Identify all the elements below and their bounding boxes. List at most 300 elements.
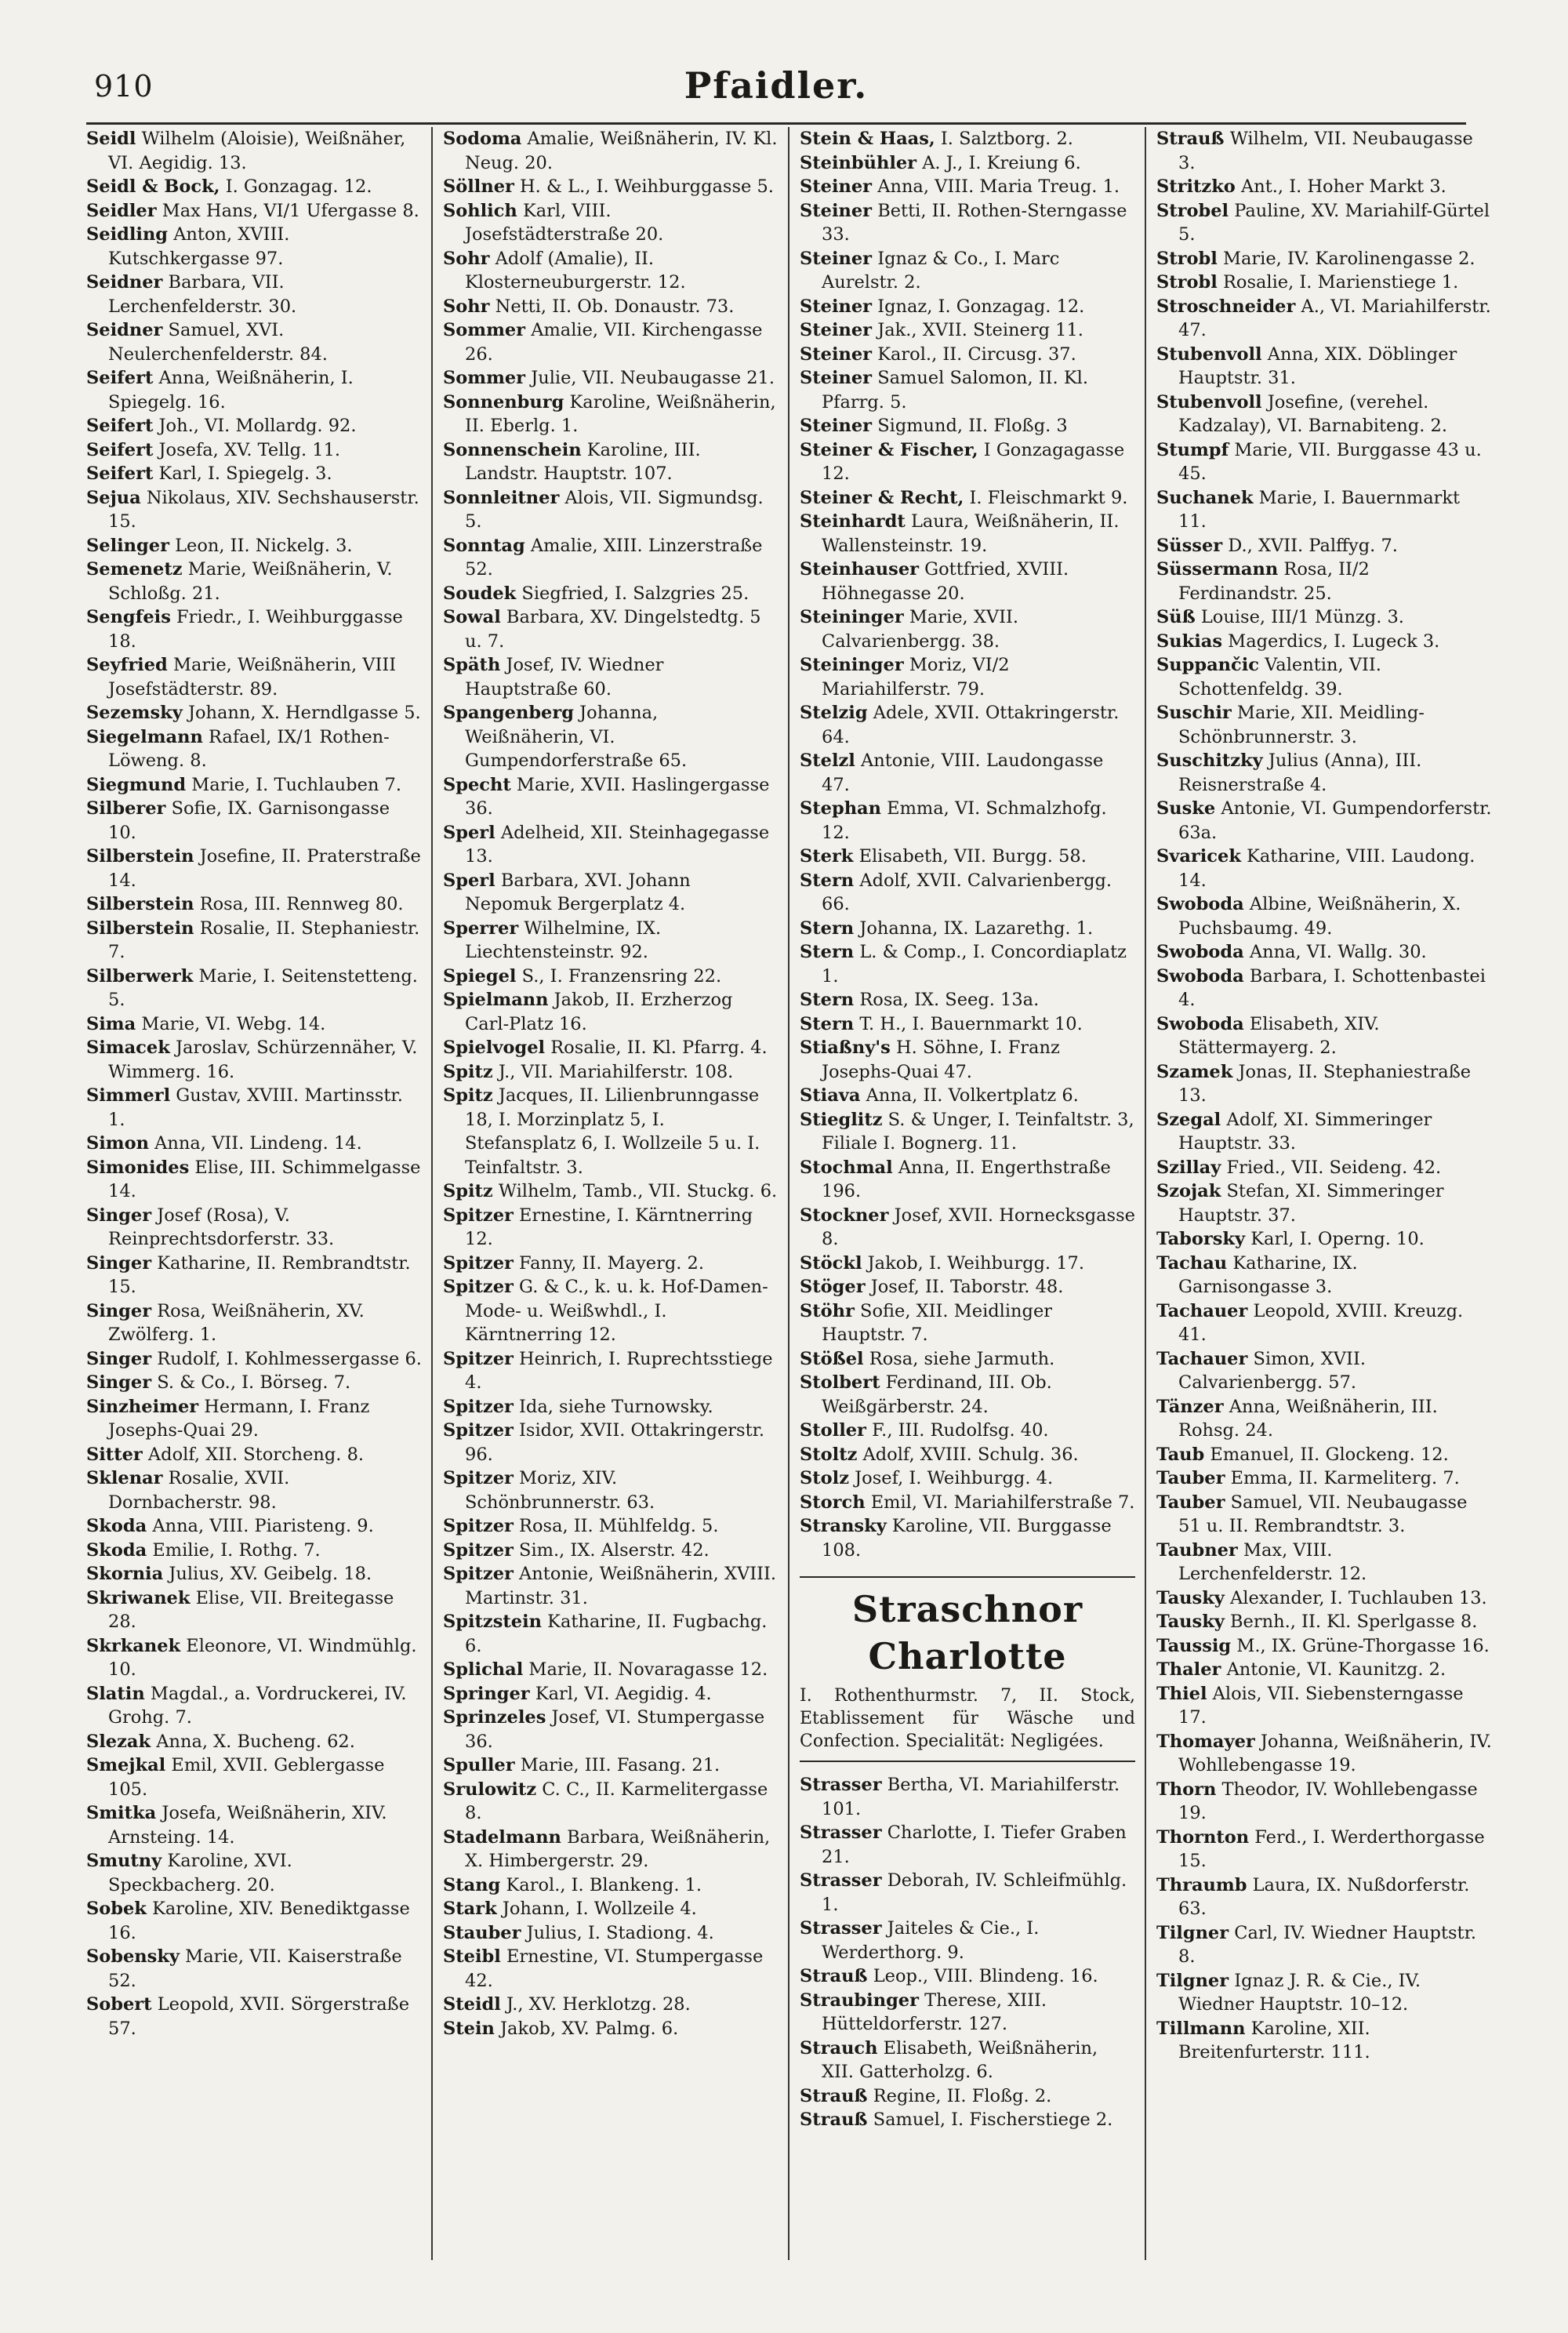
entry-details: Sim., IX. Alserstr. 42. [519,1539,710,1561]
entry-name: Skrkanek [86,1635,181,1656]
entry-details: Sofie, XII. Meidlinger Hauptstr. 7. [822,1300,1053,1345]
directory-entry [1156,1179,1492,1227]
entry-name: Steinhauser [800,559,919,580]
entry-name: Stiaßny's [800,1037,891,1058]
directory-entry [800,1917,1135,1964]
entry-name: Spitz [443,1061,493,1082]
entry-details: Leop., VIII. Blindeng. 16. [873,1966,1098,1986]
entry-details: Anna, II. Volkertplatz 6. [866,1085,1079,1106]
entry-details: Regine, II. Floßg. 2. [873,2085,1052,2106]
entry-name: Taborsky [1156,1229,1246,1249]
entry-name: Slatin [86,1683,145,1704]
entry-details: I. Gonzagag. 12. [225,176,372,197]
directory-entry [1156,701,1492,749]
entry-details: Eleonore, VI. Windmühlg. 10. [108,1635,417,1680]
entry-name: Silberwerk [86,965,194,987]
entry-name: Stoller [800,1420,866,1441]
directory-entry [800,1299,1135,1347]
entry-name: Silberstein [86,894,194,914]
directory-entry [86,558,422,605]
entry-details: Julius, I. Stadiong. 4. [526,1922,714,1943]
directory-entry [800,295,1135,319]
entry-name: Seidner [86,320,163,340]
entry-details: Josefa, Weißnäherin, XIV. Arnsteing. 14. [108,1803,387,1848]
directory-entry [800,1156,1135,1204]
directory-entry [800,869,1135,917]
directory-entry [443,1179,779,1204]
entry-name: Taubner [1156,1539,1238,1561]
entry-name: Stubenvoll [1156,391,1262,412]
entry-details: Amalie, VII. Kirchengasse 26. [465,320,763,365]
entry-details: Johann, I. Wollzeile 4. [502,1899,697,1919]
directory-entry [86,701,422,725]
entry-details: T. H., I. Bauernmarkt 10. [859,1013,1083,1034]
entry-details: Jonas, II. Stephaniestraße 13. [1178,1061,1472,1106]
entry-details: Laura, IX. Nußdorferstr. 63. [1178,1874,1470,1919]
entry-details: Moriz, XIV. Schönbrunnerstr. 63. [465,1468,655,1513]
entry-details: Ant., I. Hoher Markt 3. [1240,176,1446,197]
directory-entry [800,175,1135,199]
entry-details: C. C., II. Karmelitergasse 8. [465,1779,768,1823]
entry-name: Thomayer [1156,1731,1255,1752]
entry-details: Adelheid, XII. Steinhagegasse 13. [465,822,770,867]
entry-name: Tachauer [1156,1300,1248,1321]
entry-details: Katharine, VIII. Laudong. 14. [1178,846,1475,891]
directory-entry [1156,486,1492,534]
entry-name: Stubenvoll [1156,343,1262,365]
entry-name: Stößel [800,1348,864,1369]
directory-entry [86,318,422,366]
directory-entry [800,1514,1135,1562]
entry-details: Katharine, II. Fugbachg. 6. [465,1612,768,1656]
entry-name: Suske [1156,798,1216,819]
entry-name: Tänzer [1156,1396,1224,1417]
directory-entry [1156,653,1492,701]
directory-entry [800,343,1135,367]
entry-name: Steininger [800,607,904,627]
entry-name: Szegal [1156,1109,1221,1130]
entry-details: Karoline, XVI. Speckbacherg. 20. [108,1851,292,1895]
column-divider [1145,127,1146,2260]
directory-entry [86,1634,422,1682]
entry-name: Sommer [443,320,526,340]
directory-entry [86,1443,422,1467]
entry-name: Steiner [800,296,873,317]
entry-details: Barbara, XVI. Johann Nepomuk Bergerplatz 4. [465,870,691,914]
directory-entry [86,1730,422,1754]
directory-entry [1156,1108,1492,1156]
directory-entry [443,1778,779,1826]
directory-entry [800,486,1135,511]
entry-details: Ignaz, I. Gonzagag. 12. [877,296,1085,317]
entry-name: Steiner [800,200,873,221]
column-3 [800,127,1135,2260]
entry-details: I Gonzagagasse 12. [822,439,1125,484]
directory-entry [800,1869,1135,1917]
entry-details: Josefine, II. Praterstraße 14. [108,846,421,891]
entry-name: Stern [800,918,855,939]
entry-name: Soudek [443,583,517,604]
directory-entry [443,988,779,1036]
entry-details: Elisabeth, XIV. Stättermayerg. 2. [1178,1013,1380,1058]
entry-details: Katharine, II. Rembrandtstr. 15. [108,1252,411,1297]
entry-details: A. J., I. Kreiung 6. [922,152,1081,173]
entry-name: Strobl [1156,272,1218,293]
entry-name: Sterk [800,846,854,867]
entry-name: Semenetz [86,559,183,580]
entry-details: Laura, Weißnäherin, II. Wallensteinstr. 19. [822,511,1120,556]
entry-name: Strasser [800,1775,882,1795]
entry-details: D., XVII. Palffyg. 7. [1228,535,1398,556]
entry-name: Steibl [443,1946,501,1967]
entry-name: Strasser [800,1870,882,1891]
entry-name: Tilgner [1156,1970,1229,1991]
directory-entry [443,1658,779,1682]
directory-entry [800,845,1135,869]
directory-entry [800,653,1135,701]
entry-details: Friedr., I. Weihburggasse 18. [108,607,403,652]
directory-entry [443,1204,779,1252]
entry-name: Spitzer [443,1396,514,1417]
directory-entry [443,773,779,821]
entry-name: Stadelmann [443,1826,561,1848]
entry-details: Karol., I. Blankeng. 1. [506,1874,702,1895]
directory-entry [86,1993,422,2040]
directory-entry [443,1275,779,1347]
entry-details: Karl, I. Operng. 10. [1250,1229,1425,1249]
entry-details: Samuel, VII. Neubaugasse 51 u. II. Rembrandtstr. 3. [1178,1492,1468,1536]
entry-details: Heinrich, I. Ruprechtsstiege 4. [465,1348,773,1393]
directory-entry [86,1562,422,1586]
entry-name: Swoboda [1156,894,1244,914]
entry-name: Siegelmann [86,726,203,747]
running-head: Pfaidler. [684,64,869,107]
directory-entry [800,1821,1135,1869]
directory-entry [1156,630,1492,654]
entry-name: Stern [800,942,855,962]
entry-details: Samuel, XVI. Neulerchenfelderstr. 84. [108,320,328,365]
directory-entry [443,869,779,917]
entry-details: Jacques, II. Lilienbrunngasse 18, I. Morzinplatz 5, I. Stefansplatz 6, I. Wollzeile 5 u. I. Teinfaltstr. 3. [465,1085,760,1178]
entry-details: Deborah, IV. Schleifmühlg. 1. [822,1870,1127,1915]
entry-name: Steinbühler [800,152,917,173]
directory-entry [800,510,1135,558]
entry-details: Jaroslav, Schürzennäher, V. Wimmerg. 16. [108,1037,418,1082]
entry-details: Alois, VII. Siebensterngasse 17. [1178,1683,1464,1728]
directory-entry [86,414,422,438]
directory-entry [443,1610,779,1658]
entry-name: Tillmann [1156,2018,1246,2039]
entry-details: Betti, II. Rothen-Sterngasse 33. [822,200,1127,245]
directory-entry [1156,1969,1492,2017]
directory-entry [1156,1682,1492,1730]
entry-name: Silberstein [86,918,194,939]
entry-details: Amalie, XIII. Linzerstraße 52. [465,535,763,580]
directory-entry [800,1036,1135,1084]
entry-details: Marie, I. Bauernmarkt 11. [1178,487,1461,532]
entry-name: Steiner [800,416,873,436]
entry-details: Katharine, IX. Garnisongasse 3. [1178,1252,1358,1297]
entry-details: Anna, VI. Wallg. 30. [1249,942,1427,962]
entry-name: Spielmann [443,990,549,1010]
entry-details: Karl, VI. Aegidig. 4. [535,1683,712,1704]
directory-entry [443,1347,779,1395]
directory-entry [443,1562,779,1610]
entry-name: Stein [443,2018,495,2039]
directory-entry [86,653,422,701]
entry-name: Spitz [443,1085,493,1106]
directory-entry [86,845,422,892]
entry-details: Rosalie, XVII. Dornbacherstr. 98. [108,1468,290,1513]
directory-entry [86,1897,422,1945]
directory-entry [800,1491,1135,1515]
directory-entry [86,1801,422,1849]
entry-details: Pauline, XV. Mariahilf-Gürtel 5. [1178,200,1490,245]
entry-details: Netti, II. Ob. Donaustr. 73. [495,296,735,317]
entry-details: Anna, Weißnäherin, III. Rohsg. 24. [1178,1396,1438,1441]
directory-entry [443,175,779,199]
entry-name: Seifert [86,463,154,484]
entry-name: Suchanek [1156,487,1254,508]
directory-entry [86,1299,422,1347]
entry-name: Strobel [1156,200,1229,221]
entry-details: Ferd., I. Werderthorgasse 15. [1178,1826,1485,1871]
entry-name: Stern [800,1013,855,1034]
directory-entry [86,605,422,653]
entry-details: Anna, II. Engerthstraße 196. [822,1157,1111,1201]
entry-details: Max, VIII. Lerchenfelderstr. 12. [1178,1539,1367,1584]
entry-details: Karoline, Weißnäherin, II. Eberlg. 1. [465,391,776,436]
entry-details: Rosalie, II. Kl. Pfarrg. 4. [550,1037,768,1058]
entry-details: Johanna, Weißnäherin, VI. Gumpendorferstraße 65. [465,703,688,771]
directory-entry [86,1132,422,1156]
directory-entry [800,2084,1135,2109]
directory-entry [86,1539,422,1563]
entry-name: Späth [443,655,501,675]
entry-name: Steiner [800,368,873,388]
directory-entry [800,940,1135,988]
entry-name: Süssermann [1156,559,1279,580]
directory-entry [1156,1586,1492,1611]
entry-name: Steiner [800,176,873,197]
entry-name: Stein & Haas, [800,129,935,149]
entry-name: Stephan [800,798,881,819]
entry-details: Magdal., a. Vordruckerei, IV. Grohg. 7. [108,1683,407,1728]
entry-details: Julie, VII. Neubaugasse 21. [531,368,775,388]
directory-entry [800,1275,1135,1299]
directory-entry [800,2108,1135,2132]
entry-details: Sofie, IX. Garnisongasse 10. [108,798,390,843]
entry-name: Steiner [800,320,873,340]
entry-details: Adolf, XI. Simmeringer Hauptstr. 33. [1178,1109,1432,1154]
directory-entry [1156,845,1492,892]
entry-details: Emil, XVII. Geblergasse 105. [108,1755,385,1800]
entry-name: Smitka [86,1803,157,1823]
entry-name: Srulowitz [443,1779,537,1800]
entry-details: Antonie, VI. Gumpendorferstr. 63a. [1178,798,1492,843]
directory-entry [800,1108,1135,1156]
entry-name: Szamek [1156,1061,1233,1082]
entry-details: Barbara, I. Schottenbastei 4. [1178,965,1486,1010]
entry-details: Karol., II. Circusg. 37. [877,343,1076,365]
entry-name: Strauch [800,2037,878,2059]
entry-name: Stoltz [800,1444,858,1465]
entry-name: Söllner [443,176,514,197]
directory-entry [443,821,779,869]
page-number: 910 [94,69,154,104]
entry-name: Spitzstein [443,1612,542,1632]
entry-name: Tausky [1156,1587,1225,1608]
directory-entry [443,1753,779,1778]
directory-entry [800,1443,1135,1467]
directory-entry [800,366,1135,414]
entry-details: Rosalie, II. Stephaniestr. 7. [108,918,420,962]
entry-name: Seifert [86,416,154,436]
directory-entry [86,892,422,917]
directory-entry [86,486,422,534]
entry-name: Strobl [1156,248,1218,269]
entry-details: Wilhelm, VII. Neubaugasse 3. [1178,129,1473,173]
entry-details: Carl, IV. Wiedner Hauptstr. 8. [1178,1922,1477,1967]
directory-entry [1156,1012,1492,1060]
directory-entry [800,1989,1135,2037]
entry-details: Marie, VII. Burggasse 43 u. 45. [1178,439,1482,484]
directory-entry [1156,247,1492,271]
entry-details: Anna, X. Bucheng. 62. [156,1731,355,1752]
entry-details: Julius, XV. Geibelg. 18. [169,1564,372,1584]
directory-entry [1156,1491,1492,1539]
entry-details: Johanna, IX. Lazarethg. 1. [859,918,1094,939]
entry-details: Marie, I. Seitenstetteng. 5. [108,965,418,1010]
entry-name: Stumpf [1156,439,1229,460]
entry-name: Seidner [86,272,163,293]
entry-name: Straubinger [800,1990,919,2011]
entry-details: I. Fleischmarkt 9. [969,487,1128,508]
directory-entry [800,917,1135,941]
directory-entry [86,1849,422,1897]
entry-name: Thaler [1156,1659,1221,1680]
directory-entry [443,438,779,486]
entry-details: H. & L., I. Weihburggasse 5. [520,176,774,197]
entry-name: Sonnleitner [443,487,560,508]
entry-details: Anton, XVIII. Kutschkergasse 97. [108,224,290,269]
entry-name: Seidl & Bock, [86,176,220,197]
directory-entry [86,1395,422,1443]
entry-details: I. Salztborg. 2. [940,129,1073,149]
directory-entry [86,1682,422,1730]
directory-entry [86,917,422,965]
entry-name: Steinhardt [800,511,906,532]
directory-entry [443,1252,779,1276]
entry-name: Stang [443,1874,501,1895]
directory-entry [1156,892,1492,940]
directory-entry [86,1204,422,1252]
entry-name: Steiner & Recht, [800,487,964,508]
directory-entry [86,1586,422,1634]
directory-entry [86,1514,422,1539]
entry-details: Albine, Weißnäherin, X. Puchsbaumg. 49. [1178,894,1461,939]
entry-name: Stelzig [800,703,868,723]
entry-details: Alexander, I. Tuchlauben 13. [1230,1587,1487,1608]
directory-entry [1156,127,1492,175]
entry-details: Rosa, II. Mühlfeldg. 5. [519,1516,719,1536]
entry-details: Emma, VI. Schmalzhofg. 12. [822,798,1107,843]
entry-name: Steiner & Fischer, [800,439,978,460]
entry-name: Sobert [86,1994,152,2015]
entry-name: Stöhr [800,1300,855,1321]
entry-details: Adolf, XVII. Calvarienbergg. 66. [822,870,1112,914]
directory-entry [443,391,779,438]
directory-entry [86,1156,422,1204]
entry-name: Thiel [1156,1683,1207,1704]
entry-name: Sitter [86,1444,143,1465]
entry-details: J., XV. Herklotzg. 28. [506,1994,691,2015]
entry-name: Sinzheimer [86,1396,199,1417]
entry-details: Antonie, Weißnäherin, XVIII. Martinstr. 31. [465,1564,777,1608]
entry-details: Wilhelmine, IX. Liechtensteinstr. 92. [465,918,662,962]
entry-name: Stolbert [800,1372,880,1393]
directory-entry [1156,438,1492,486]
entry-details: Adolf, XVIII. Schulg. 36. [862,1444,1079,1465]
entry-name: Steidl [443,1994,501,2015]
entry-name: Stauber [443,1922,521,1943]
entry-details: Elisabeth, VII. Burgg. 58. [858,846,1087,867]
entry-details: S., I. Franzensring 22. [521,965,722,987]
entry-details: Gustav, XVIII. Martinsstr. 1. [108,1085,403,1130]
directory-entry [443,1419,779,1466]
entry-details: Fanny, II. Mayerg. 2. [519,1252,705,1274]
entry-name: Sohlich [443,200,517,221]
entry-name: Sprinzeles [443,1707,546,1728]
entry-details: Theodor, IV. Wohllebengasse 19. [1178,1779,1478,1823]
entry-name: Stransky [800,1516,887,1536]
entry-name: Svaricek [1156,846,1241,867]
entry-details: Jakob, I. Weihburgg. 17. [867,1252,1085,1274]
entry-name: Sobek [86,1899,147,1919]
entry-name: Taussig [1156,1635,1232,1656]
directory-entry [1156,391,1492,438]
entry-details: Rosa, IX. Seeg. 13a. [859,990,1040,1010]
directory-entry [443,1060,779,1085]
entry-details: Barbara, XV. Dingelstedtg. 5 u. 7. [465,607,761,652]
entry-details: Marie, Weißnäherin, VIII Josefstädterstr. 89. [108,655,397,700]
directory-entry [800,414,1135,438]
directory-entry [1156,1539,1492,1586]
entry-details: J., VII. Mariahilferstr. 108. [498,1061,734,1082]
entry-name: Sperl [443,870,495,891]
entry-details: Ernestine, VI. Stumpergasse 42. [465,1946,764,1991]
entry-details: Emma, II. Karmeliterg. 7. [1230,1468,1460,1488]
entry-name: Simmerl [86,1085,171,1106]
directory-entry [86,965,422,1012]
directory-entry [800,199,1135,247]
entry-details: Josef, II. Taborstr. 48. [870,1277,1064,1297]
entry-name: Spitzer [443,1516,514,1536]
directory-entry [800,988,1135,1012]
entry-details: Marie, VII. Kaiserstraße 52. [108,1946,402,1991]
directory-entry [800,1204,1135,1252]
entry-name: Skoda [86,1539,147,1561]
directory-entry [443,366,779,391]
entry-name: Seifert [86,368,154,388]
entry-name: Silberstein [86,846,194,867]
entry-details: Samuel Salomon, II. Kl. Pfarrg. 5. [822,368,1089,412]
directory-entry [443,1993,779,2017]
directory-entry [443,199,779,247]
directory-entry [86,1347,422,1372]
directory-entry [443,1514,779,1539]
directory-entry [800,2037,1135,2084]
